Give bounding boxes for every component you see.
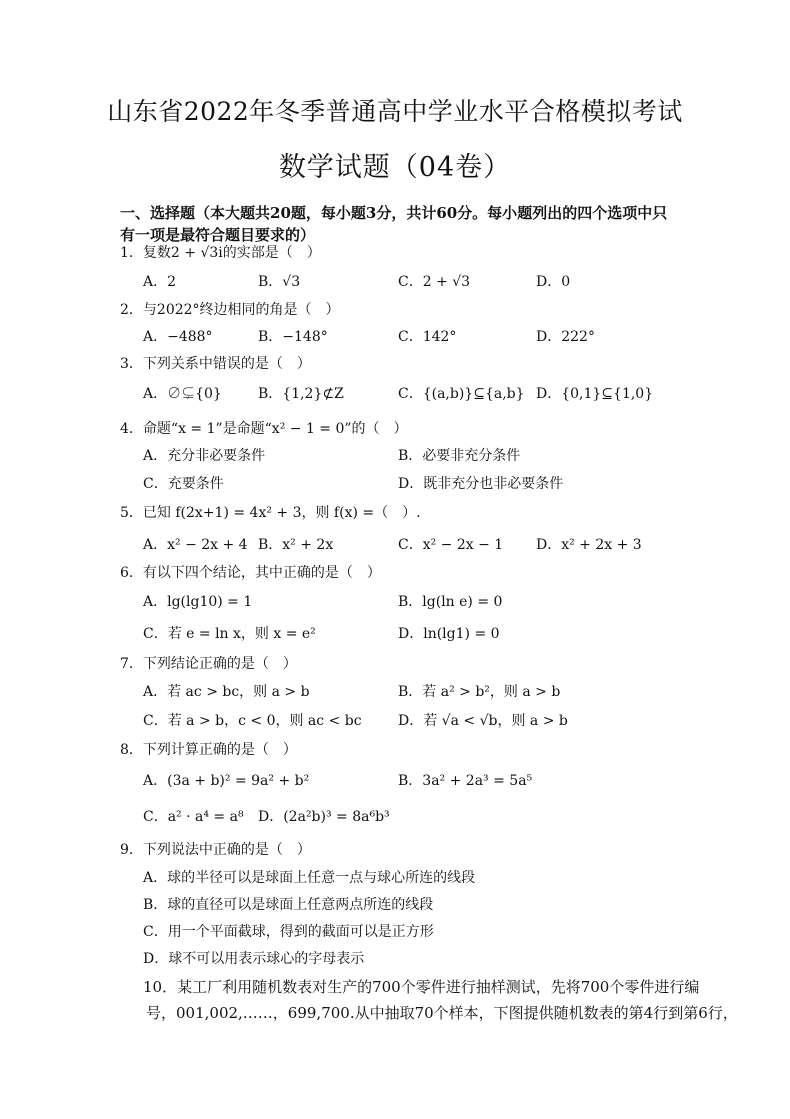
question-3-option-c: C．{(a,b)}⊆{a,b} — [398, 386, 525, 402]
question-5-option-b: B．x² + 2x — [258, 537, 334, 553]
question-3-option-a: A．∅⊊{0} — [143, 386, 222, 402]
question-8-stem: 8．下列计算正确的是（ ） — [120, 742, 297, 758]
question-4-stem: 4．命题“x = 1”是命题“x² − 1 = 0”的（ ） — [120, 421, 408, 437]
question-8-option-d: D．(2a²b)³ = 8a⁶b³ — [258, 809, 390, 825]
exam-title: 山东省2022年冬季普通高中学业水平合格模拟考试 — [107, 97, 683, 126]
question-9-option-d: D．球不可以用表示球心的字母表示 — [143, 951, 365, 967]
question-1-option-a: A．2 — [143, 274, 177, 290]
question-8-option-a: A．(3a + b)² = 9a² + b² — [143, 773, 310, 789]
exam-subtitle: 数学试题（04卷） — [278, 152, 512, 183]
question-1-stem: 1．复数2 + √3i的实部是（ ） — [120, 245, 321, 261]
question-1-option-c: C．2 + √3 — [398, 274, 471, 290]
question-5-stem: 5．已知 f(2x+1) = 4x² + 3，则 f(x) =（ ）. — [120, 505, 421, 521]
question-7-option-d: D．若 √a < √b，则 a > b — [398, 713, 568, 729]
question-5-option-c: C．x² − 2x − 1 — [398, 537, 504, 553]
question-2-option-d: D．222° — [536, 329, 595, 345]
question-7-option-b: B．若 a² > b²，则 a > b — [398, 684, 561, 700]
question-5-option-a: A．x² − 2x + 4 — [143, 537, 248, 553]
question-1-option-b: B．√3 — [258, 274, 301, 290]
question-9-stem: 9．下列说法中正确的是（ ） — [120, 842, 311, 858]
question-10-line-1: 10．某工厂利用随机数表对生产的700个零件进行抽样测试，先将700个零件进行编 — [143, 978, 700, 996]
question-6-option-a: A．lg(lg10) = 1 — [143, 594, 253, 610]
section-heading: 一、选择题（本大题共20题，每小题3分，共计60分。每小题列出的四个选项中只有一项是最符合题目要求的） — [120, 204, 668, 244]
question-5-option-d: D．x² + 2x + 3 — [536, 537, 642, 553]
question-8-option-b: B．3a² + 2a³ = 5a⁵ — [398, 773, 533, 789]
question-8-option-c: C．a² · a⁴ = a⁸ — [143, 809, 244, 825]
question-6-option-b: B．lg(ln e) = 0 — [398, 594, 503, 610]
question-6-option-d: D．ln(lg1) = 0 — [398, 626, 500, 642]
question-6-stem: 6．有以下四个结论，其中正确的是（ ） — [120, 565, 381, 581]
question-4-option-d: D．既非充分也非必要条件 — [398, 476, 564, 492]
question-10-line-2: 号，001,002,……，699,700.从中抽取70个样本，下图提供随机数表的第4行到第6行， — [146, 1004, 738, 1022]
question-9-option-c: C．用一个平面截球，得到的截面可以是正方形 — [143, 924, 434, 940]
question-1-option-d: D．0 — [536, 274, 571, 290]
question-3-option-d: D．{0,1}⊆{1,0} — [536, 386, 654, 402]
question-3-stem: 3．下列关系中错误的是（ ） — [120, 356, 311, 372]
question-9-option-a: A．球的半径可以是球面上任意一点与球心所连的线段 — [143, 870, 476, 886]
question-3-option-b: B．{1,2}⊄Z — [258, 386, 344, 402]
question-2-option-b: B．−148° — [258, 329, 328, 345]
question-9-option-b: B．球的直径可以是球面上任意两点所连的线段 — [143, 897, 434, 913]
question-6-option-c: C．若 e = ln x，则 x = e² — [143, 626, 316, 642]
question-7-option-c: C．若 a > b，c < 0，则 ac < bc — [143, 713, 362, 729]
question-7-option-a: A．若 ac > bc，则 a > b — [143, 684, 310, 700]
question-2-option-a: A．−488° — [143, 329, 213, 345]
question-7-stem: 7．下列结论正确的是（ ） — [120, 656, 297, 672]
question-2-option-c: C．142° — [398, 329, 457, 345]
question-4-option-c: C．充要条件 — [143, 476, 224, 492]
question-4-option-b: B．必要非充分条件 — [398, 448, 521, 464]
question-2-stem: 2．与2022°终边相同的角是（ ） — [120, 302, 340, 318]
question-4-option-a: A．充分非必要条件 — [143, 448, 266, 464]
